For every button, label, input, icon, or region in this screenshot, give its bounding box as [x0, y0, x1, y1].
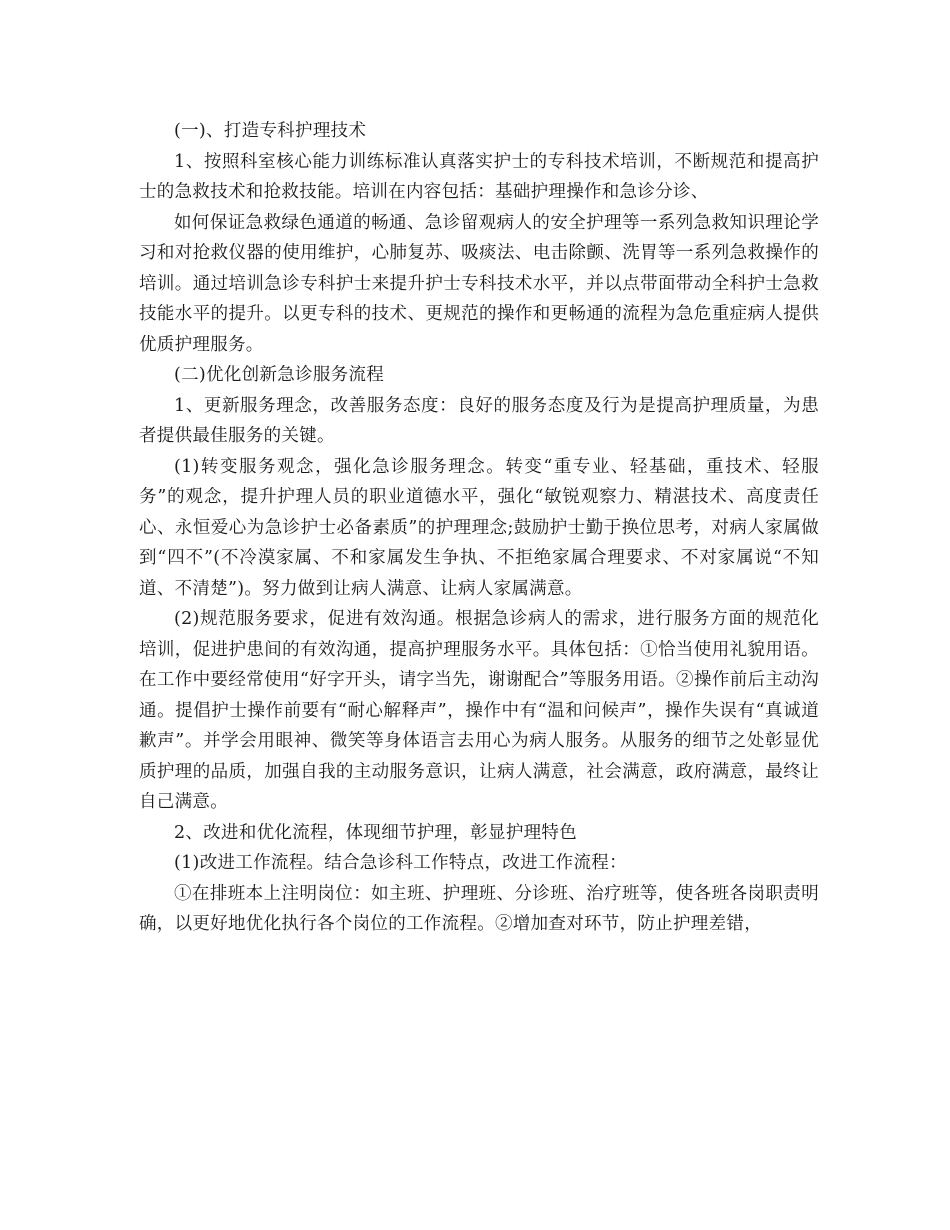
section-heading-1: (一)、打造专科护理技术: [174, 121, 367, 141]
paragraph: (1)转变服务观念，强化急诊服务理念。转变“重专业、轻基础，重技术、轻服务”的观念，提升护理人员的职业道德水平，强化“敏锐观察力、精湛技术、高度责任心、永恒爱心为急诊护士必备素质”的护理理念;鼓励护士勤于换位思考，对病人家属做到“四不”(不冷漠家属、不和家属发生争执、不拒绝家属合理要求、不对家属说“不知道、不清楚”)。努力做到让病人满意、让病人家属满意。: [139, 456, 819, 599]
document-body: [139, 116, 819, 940]
paragraph: ①在排班本上注明岗位：如主班、护理班、分诊班、治疗班等，使各班各岗职责明确，以更好地优化执行各个岗位的工作流程。②增加查对环节，防止护理差错，: [139, 883, 819, 934]
paragraph: 1、按照科室核心能力训练标准认真落实护士的专科技术培训，不断规范和提高护士的急救技术和抢救技能。培训在内容包括：基础护理操作和急诊分诊、: [139, 151, 819, 202]
paragraph: (2)规范服务要求，促进有效沟通。根据急诊病人的需求，进行服务方面的规范化培训，促进护患间的有效沟通，提高护理服务水平。具体包括：①恰当使用礼貌用语。在工作中要经常使用“好字开头，请字当先，谢谢配合”等服务用语。②操作前后主动沟通。提倡护士操作前要有“耐心解释声”，操作中有“温和问候声”，操作失误有“真诚道歉声”。并学会用眼神、微笑等身体语言去用心为病人服务。从服务的细节之处彰显优质护理的品质，加强自我的主动服务意识，让病人满意，社会满意，政府满意，最终让自己满意。: [139, 609, 819, 812]
section-heading-2: (二)优化创新急诊服务流程: [174, 365, 385, 385]
subsection-heading: 2、改进和优化流程，体现细节护理，彰显护理特色: [174, 822, 578, 843]
paragraph: 1、更新服务理念，改善服务态度：良好的服务态度及行为是提高护理质量，为患者提供最佳服务的关键。: [139, 395, 819, 446]
paragraph: 如何保证急救绿色通道的畅通、急诊留观病人的安全护理等一系列急救知识理论学习和对抢救仪器的使用维护，心肺复苏、吸痰法、电击除颤、洗胃等一系列急救操作的培训。通过培训急诊专科护士来提升护士专科技术水平，并以点带面带动全科护士急救技能水平的提升。以更专科的技术、更规范的操作和更畅通的流程为急危重症病人提供优质护理服务。: [139, 212, 819, 355]
paragraph: (1)改进工作流程。结合急诊科工作特点，改进工作流程：: [174, 853, 627, 873]
